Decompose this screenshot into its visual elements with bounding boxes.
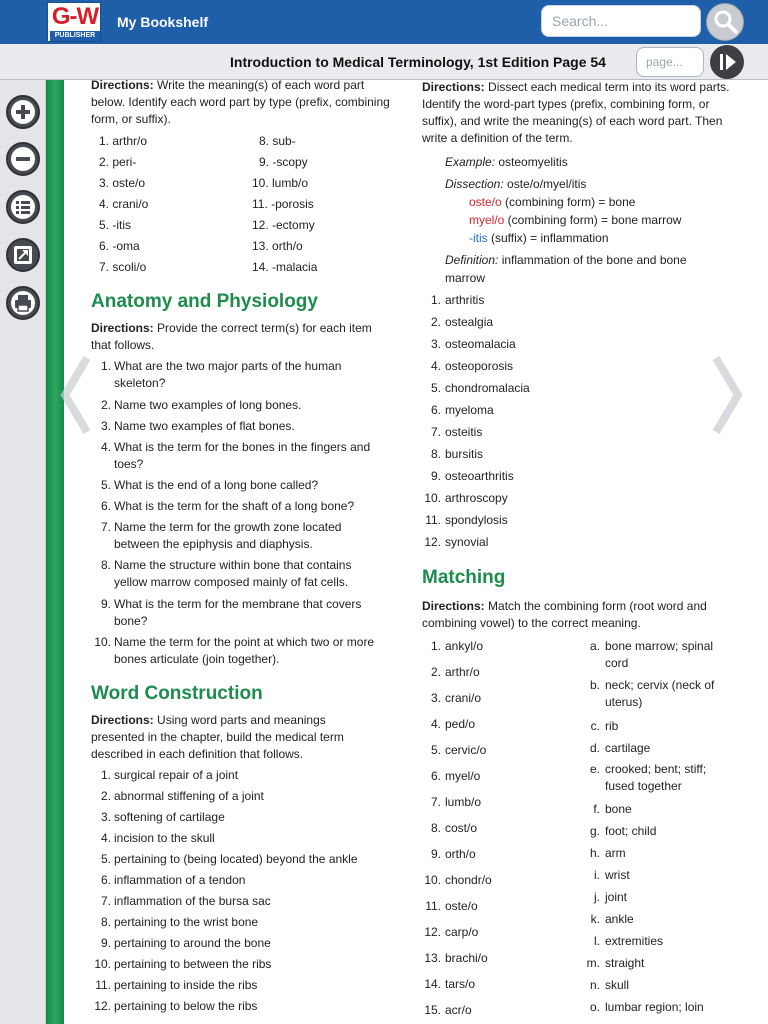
- meaning-item-text: extremities: [605, 934, 664, 948]
- word-item-number: 10.: [94, 957, 111, 971]
- anatomy-item-number: 4.: [100, 440, 111, 454]
- part-1-form: oste/o: [469, 195, 502, 209]
- form-item-number: 1.: [430, 639, 441, 653]
- word-item-text: inflammation of the bursa sac: [114, 894, 271, 908]
- print-button[interactable]: [6, 286, 40, 320]
- term-item-text: ostealgia: [445, 315, 494, 329]
- form-item-number: 12.: [424, 925, 441, 939]
- word-item-number: 9.: [100, 936, 111, 950]
- zoom-out-icon: [8, 144, 38, 174]
- anatomy-item-text-cont: toes?: [114, 457, 144, 471]
- logo-main: G-W: [51, 3, 99, 30]
- meaning-item-text: arm: [605, 846, 626, 860]
- term-item-text: osteoporosis: [445, 359, 514, 373]
- word-construction-heading: Word Construction: [91, 683, 263, 704]
- word-part-item: 5. -itis: [99, 218, 132, 232]
- dissection-part-2: [469, 212, 681, 229]
- contents-button[interactable]: [6, 190, 40, 224]
- term-item-number: 5.: [430, 381, 441, 395]
- directions-word-construction: [91, 712, 351, 763]
- directions-label: Directions:: [422, 80, 485, 94]
- word-item-text: softening of cartilage: [114, 810, 225, 824]
- word-item-number: 11.: [95, 978, 111, 992]
- anatomy-item-text-cont: bones articulate (join together).: [114, 652, 280, 666]
- meaning-item-text-cont: cord: [605, 656, 629, 670]
- word-item-text: inflammation of a tendon: [114, 873, 246, 887]
- meaning-item-number: n.: [589, 978, 600, 992]
- form-item-number: 14.: [424, 977, 441, 991]
- dissection-term: oste/o/myel/itis: [503, 177, 587, 191]
- meaning-item-text-cont: uterus): [605, 695, 643, 709]
- form-item-text: acr/o: [445, 1003, 472, 1017]
- meaning-item-number: c.: [590, 719, 600, 733]
- directions-text: Using word parts and meanings presented in the chapter, build the medical term described in each definition that follows.: [91, 713, 344, 761]
- word-item-number: 4.: [100, 831, 111, 845]
- word-item-text: pertaining to the wrist bone: [114, 915, 259, 929]
- anatomy-item-number: 7.: [100, 520, 111, 534]
- dissection-part-1: [469, 194, 635, 211]
- word-item-text: pertaining to around the bone: [114, 936, 271, 950]
- term-item-number: 10.: [424, 491, 441, 505]
- search-icon: [707, 4, 745, 42]
- example-label: Example:: [445, 155, 496, 169]
- directions-label: Directions:: [91, 713, 154, 727]
- term-item-number: 6.: [430, 403, 441, 417]
- word-item-text: pertaining to (being located) beyond the ankle: [114, 852, 358, 866]
- word-item-number: 1.: [100, 768, 111, 782]
- term-item-text: chondromalacia: [445, 381, 530, 395]
- zoom-out-button[interactable]: [6, 142, 40, 176]
- anatomy-item-number: 8.: [100, 558, 111, 572]
- zoom-in-icon: [8, 97, 38, 127]
- form-item-text: arthr/o: [445, 665, 480, 679]
- form-item-number: 9.: [430, 847, 441, 861]
- form-item-number: 10.: [424, 873, 441, 887]
- directions-label: Directions:: [91, 321, 154, 335]
- page-edge-band: [46, 80, 64, 1024]
- form-item-number: 3.: [430, 691, 441, 705]
- term-item-text: bursitis: [445, 447, 484, 461]
- form-item-text: oste/o: [445, 899, 478, 913]
- term-item-number: 11.: [425, 513, 441, 527]
- term-item-text: osteoarthritis: [445, 469, 514, 483]
- meaning-item-number: b.: [589, 678, 600, 692]
- gw-publisher-logo[interactable]: [47, 2, 101, 42]
- example-line: [445, 154, 568, 171]
- form-item-text: orth/o: [445, 847, 476, 861]
- form-item-text: carp/o: [445, 925, 479, 939]
- anatomy-item-text: Name the term for the point at which two or more: [114, 635, 375, 649]
- meaning-item-number: m.: [586, 956, 600, 970]
- meaning-item-text: ankle: [605, 912, 634, 926]
- form-item-text: ped/o: [445, 717, 476, 731]
- word-item-text: pertaining to between the ribs: [114, 957, 272, 971]
- definition-line-2: marrow: [445, 271, 486, 285]
- meaning-item-text: foot; child: [605, 824, 657, 838]
- word-item-text: pertaining to inside the ribs: [114, 978, 258, 992]
- term-item-text: osteomalacia: [445, 337, 516, 351]
- directions-text: Write the meaning(s) of each word part below. Identify each word part by type (prefix, combining form, or suffix).: [91, 78, 390, 126]
- word-item-text: incision to the skull: [114, 831, 215, 845]
- word-part-item: 7. scoli/o: [99, 260, 147, 274]
- anatomy-item-text: What is the term for the membrane that covers: [114, 597, 362, 611]
- term-item-number: 4.: [430, 359, 441, 373]
- anatomy-item-text: Name two examples of flat bones.: [114, 419, 295, 433]
- form-item-text: cost/o: [445, 821, 478, 835]
- directions-text: Provide the correct term(s) for each item that follows.: [91, 321, 372, 352]
- anatomy-item-number: 6.: [100, 499, 111, 513]
- meaning-item-number: g.: [589, 824, 600, 838]
- definition-text: inflammation of the bone and bone: [498, 253, 687, 267]
- anatomy-item-text: What is the term for the bones in the fingers and: [114, 440, 371, 454]
- directions-label: Directions:: [91, 78, 154, 92]
- meaning-item-number: j.: [594, 890, 600, 904]
- list-icon: [8, 192, 38, 222]
- search-input[interactable]: [541, 5, 701, 37]
- top-bar: [0, 0, 768, 44]
- directions-anatomy: [91, 320, 391, 354]
- word-part-item: 3. oste/o: [99, 176, 146, 190]
- definition-line: [445, 252, 735, 269]
- meaning-item-text: skull: [605, 978, 630, 992]
- next-page-arrow[interactable]: [708, 350, 748, 440]
- meaning-item-number: k.: [590, 912, 600, 926]
- meaning-item-text: crooked; bent; stiff;: [605, 762, 707, 776]
- word-item-text: surgical repair of a joint: [114, 768, 239, 782]
- meaning-item-text-cont: fused together: [605, 779, 682, 793]
- term-item-text: arthroscopy: [445, 491, 508, 505]
- meaning-item-text: straight: [605, 956, 645, 970]
- meaning-item-number: o.: [589, 1000, 600, 1014]
- title-bar: [0, 44, 768, 80]
- word-part-item: 4. crani/o: [99, 197, 149, 211]
- meaning-item-number: a.: [589, 639, 600, 653]
- word-item-number: 6.: [100, 873, 111, 887]
- word-part-item: 11. -porosis: [252, 197, 314, 211]
- form-item-number: 5.: [430, 743, 441, 757]
- part-2-form: myel/o: [469, 213, 505, 227]
- export-button[interactable]: [6, 238, 40, 272]
- term-item-text: osteitis: [445, 425, 483, 439]
- form-item-text: tars/o: [445, 977, 476, 991]
- word-part-item: 10. lumb/o: [252, 176, 309, 190]
- form-item-text: cervic/o: [445, 743, 487, 757]
- term-item-text: spondylosis: [445, 513, 508, 527]
- word-part-item: 2. peri-: [99, 155, 137, 169]
- anatomy-item-text: What is the term for the shaft of a long bone?: [114, 499, 355, 513]
- export-icon: [8, 240, 38, 270]
- term-item-number: 1.: [430, 293, 441, 307]
- part-2-meaning: (combining form) = bone marrow: [504, 213, 682, 227]
- meaning-item-text: rib: [605, 719, 619, 733]
- book-title: Introduction to Medical Terminology, 1st Edition Page 54: [230, 54, 606, 70]
- form-item-number: 8.: [430, 821, 441, 835]
- app-title[interactable]: My Bookshelf: [117, 14, 209, 30]
- meaning-item-text: neck; cervix (neck of: [605, 678, 715, 692]
- anatomy-item-number: 10.: [94, 635, 111, 649]
- directions-label: Directions:: [422, 599, 485, 613]
- anatomy-item-number: 2.: [100, 398, 111, 412]
- form-item-number: 7.: [430, 795, 441, 809]
- anatomy-item-text-cont: yellow marrow composed mainly of fat cells.: [114, 575, 349, 589]
- form-item-text: myel/o: [445, 769, 481, 783]
- anatomy-item-number: 9.: [100, 597, 111, 611]
- form-item-text: crani/o: [445, 691, 482, 705]
- term-item-text: myeloma: [445, 403, 494, 417]
- next-arrow-icon: [708, 350, 748, 440]
- meaning-item-number: d.: [589, 741, 600, 755]
- meaning-item-text: cartilage: [605, 741, 651, 755]
- meaning-item-text: joint: [605, 890, 628, 904]
- term-item-number: 2.: [430, 315, 441, 329]
- dissection-label: Dissection:: [445, 177, 504, 191]
- directions-matching: [422, 598, 734, 632]
- meaning-item-text: bone: [605, 802, 632, 816]
- anatomy-item-number: 5.: [100, 478, 111, 492]
- part-1-meaning: (combining form) = bone: [501, 195, 636, 209]
- form-item-text: ankyl/o: [445, 639, 484, 653]
- form-item-number: 2.: [430, 665, 441, 679]
- anatomy-item-text: Name two examples of long bones.: [114, 398, 302, 412]
- definition-label: Definition:: [445, 253, 499, 267]
- next-page-icon: [710, 45, 744, 79]
- anatomy-item-number: 1.: [100, 359, 111, 373]
- form-item-number: 13.: [424, 951, 441, 965]
- part-3-meaning: (suffix) = inflammation: [487, 231, 609, 245]
- term-item-number: 7.: [430, 425, 441, 439]
- word-part-item: 6. -oma: [99, 239, 140, 253]
- form-item-text: lumb/o: [445, 795, 482, 809]
- term-item-number: 9.: [430, 469, 441, 483]
- directions-word-parts: [91, 77, 391, 128]
- word-part-item: 8. sub-: [259, 134, 296, 148]
- anatomy-item-text-cont: bone?: [114, 614, 148, 628]
- anatomy-item-text-cont: skeleton?: [114, 376, 166, 390]
- anatomy-item-text: What is the end of a long bone called?: [114, 478, 319, 492]
- example-term: osteomyelitis: [495, 155, 568, 169]
- form-item-number: 4.: [430, 717, 441, 731]
- term-item-number: 3.: [430, 337, 441, 351]
- directions-text: Dissect each medical term into its word parts. Identify the word-part types (prefix, combining form, or suffix), and write the meaning(s) of each word part. Then write a definition of the term.: [422, 80, 730, 145]
- part-3-form: -itis: [469, 231, 488, 245]
- word-item-number: 8.: [100, 915, 111, 929]
- word-part-item: 12. -ectomy: [252, 218, 315, 232]
- anatomy-item-text: Name the term for the growth zone located: [114, 520, 342, 534]
- go-to-page-button[interactable]: [710, 45, 744, 79]
- word-item-number: 2.: [100, 789, 111, 803]
- meaning-item-number: e.: [589, 762, 600, 776]
- term-item-number: 12.: [424, 535, 441, 549]
- meaning-item-text: wrist: [605, 868, 630, 882]
- anatomy-item-text: What are the two major parts of the human: [114, 359, 342, 373]
- meaning-item-text: lumbar region; loin: [605, 1000, 704, 1014]
- word-part-item: 14. -malacia: [252, 260, 318, 274]
- logo-sub: PUBLISHER: [50, 31, 100, 41]
- form-item-text: chondr/o: [445, 873, 492, 887]
- directions-dissect: [422, 79, 734, 147]
- word-part-item: 13. orth/o: [252, 239, 303, 253]
- meaning-item-number: l.: [594, 934, 600, 948]
- anatomy-item-text: Name the structure within bone that contains: [114, 558, 352, 572]
- dissection-line: [445, 176, 586, 193]
- zoom-in-button[interactable]: [6, 95, 40, 129]
- anatomy-item-text-cont: between the epiphysis and diaphysis.: [114, 537, 313, 551]
- word-item-number: 12.: [94, 999, 111, 1013]
- word-item-text: pertaining to below the ribs: [114, 999, 258, 1013]
- form-item-number: 6.: [430, 769, 441, 783]
- term-item-number: 8.: [430, 447, 441, 461]
- dissection-part-3: [469, 230, 609, 247]
- matching-heading: Matching: [422, 567, 506, 588]
- word-part-item: 9. -scopy: [259, 155, 308, 169]
- anatomy-item-number: 3.: [100, 419, 111, 433]
- form-item-number: 11.: [425, 899, 441, 913]
- term-item-text: synovial: [445, 535, 489, 549]
- meaning-item-text: bone marrow; spinal: [605, 639, 714, 653]
- meaning-item-number: h.: [589, 846, 600, 860]
- print-icon: [8, 288, 38, 318]
- word-item-number: 5.: [100, 852, 111, 866]
- search-button[interactable]: [706, 3, 744, 41]
- word-item-text: abnormal stiffening of a joint: [114, 789, 264, 803]
- form-item-number: 15.: [424, 1003, 441, 1017]
- directions-text: Match the combining form (root word and combining vowel) to the correct meaning.: [422, 599, 707, 630]
- anatomy-heading: Anatomy and Physiology: [91, 291, 318, 312]
- meaning-item-number: f.: [593, 802, 600, 816]
- word-item-number: 7.: [100, 894, 111, 908]
- word-part-item: 1. arthr/o: [99, 134, 148, 148]
- meaning-item-number: i.: [594, 868, 600, 882]
- word-item-number: 3.: [100, 810, 111, 824]
- page-input[interactable]: [636, 47, 704, 77]
- form-item-text: brachi/o: [445, 951, 488, 965]
- term-item-text: arthritis: [445, 293, 485, 307]
